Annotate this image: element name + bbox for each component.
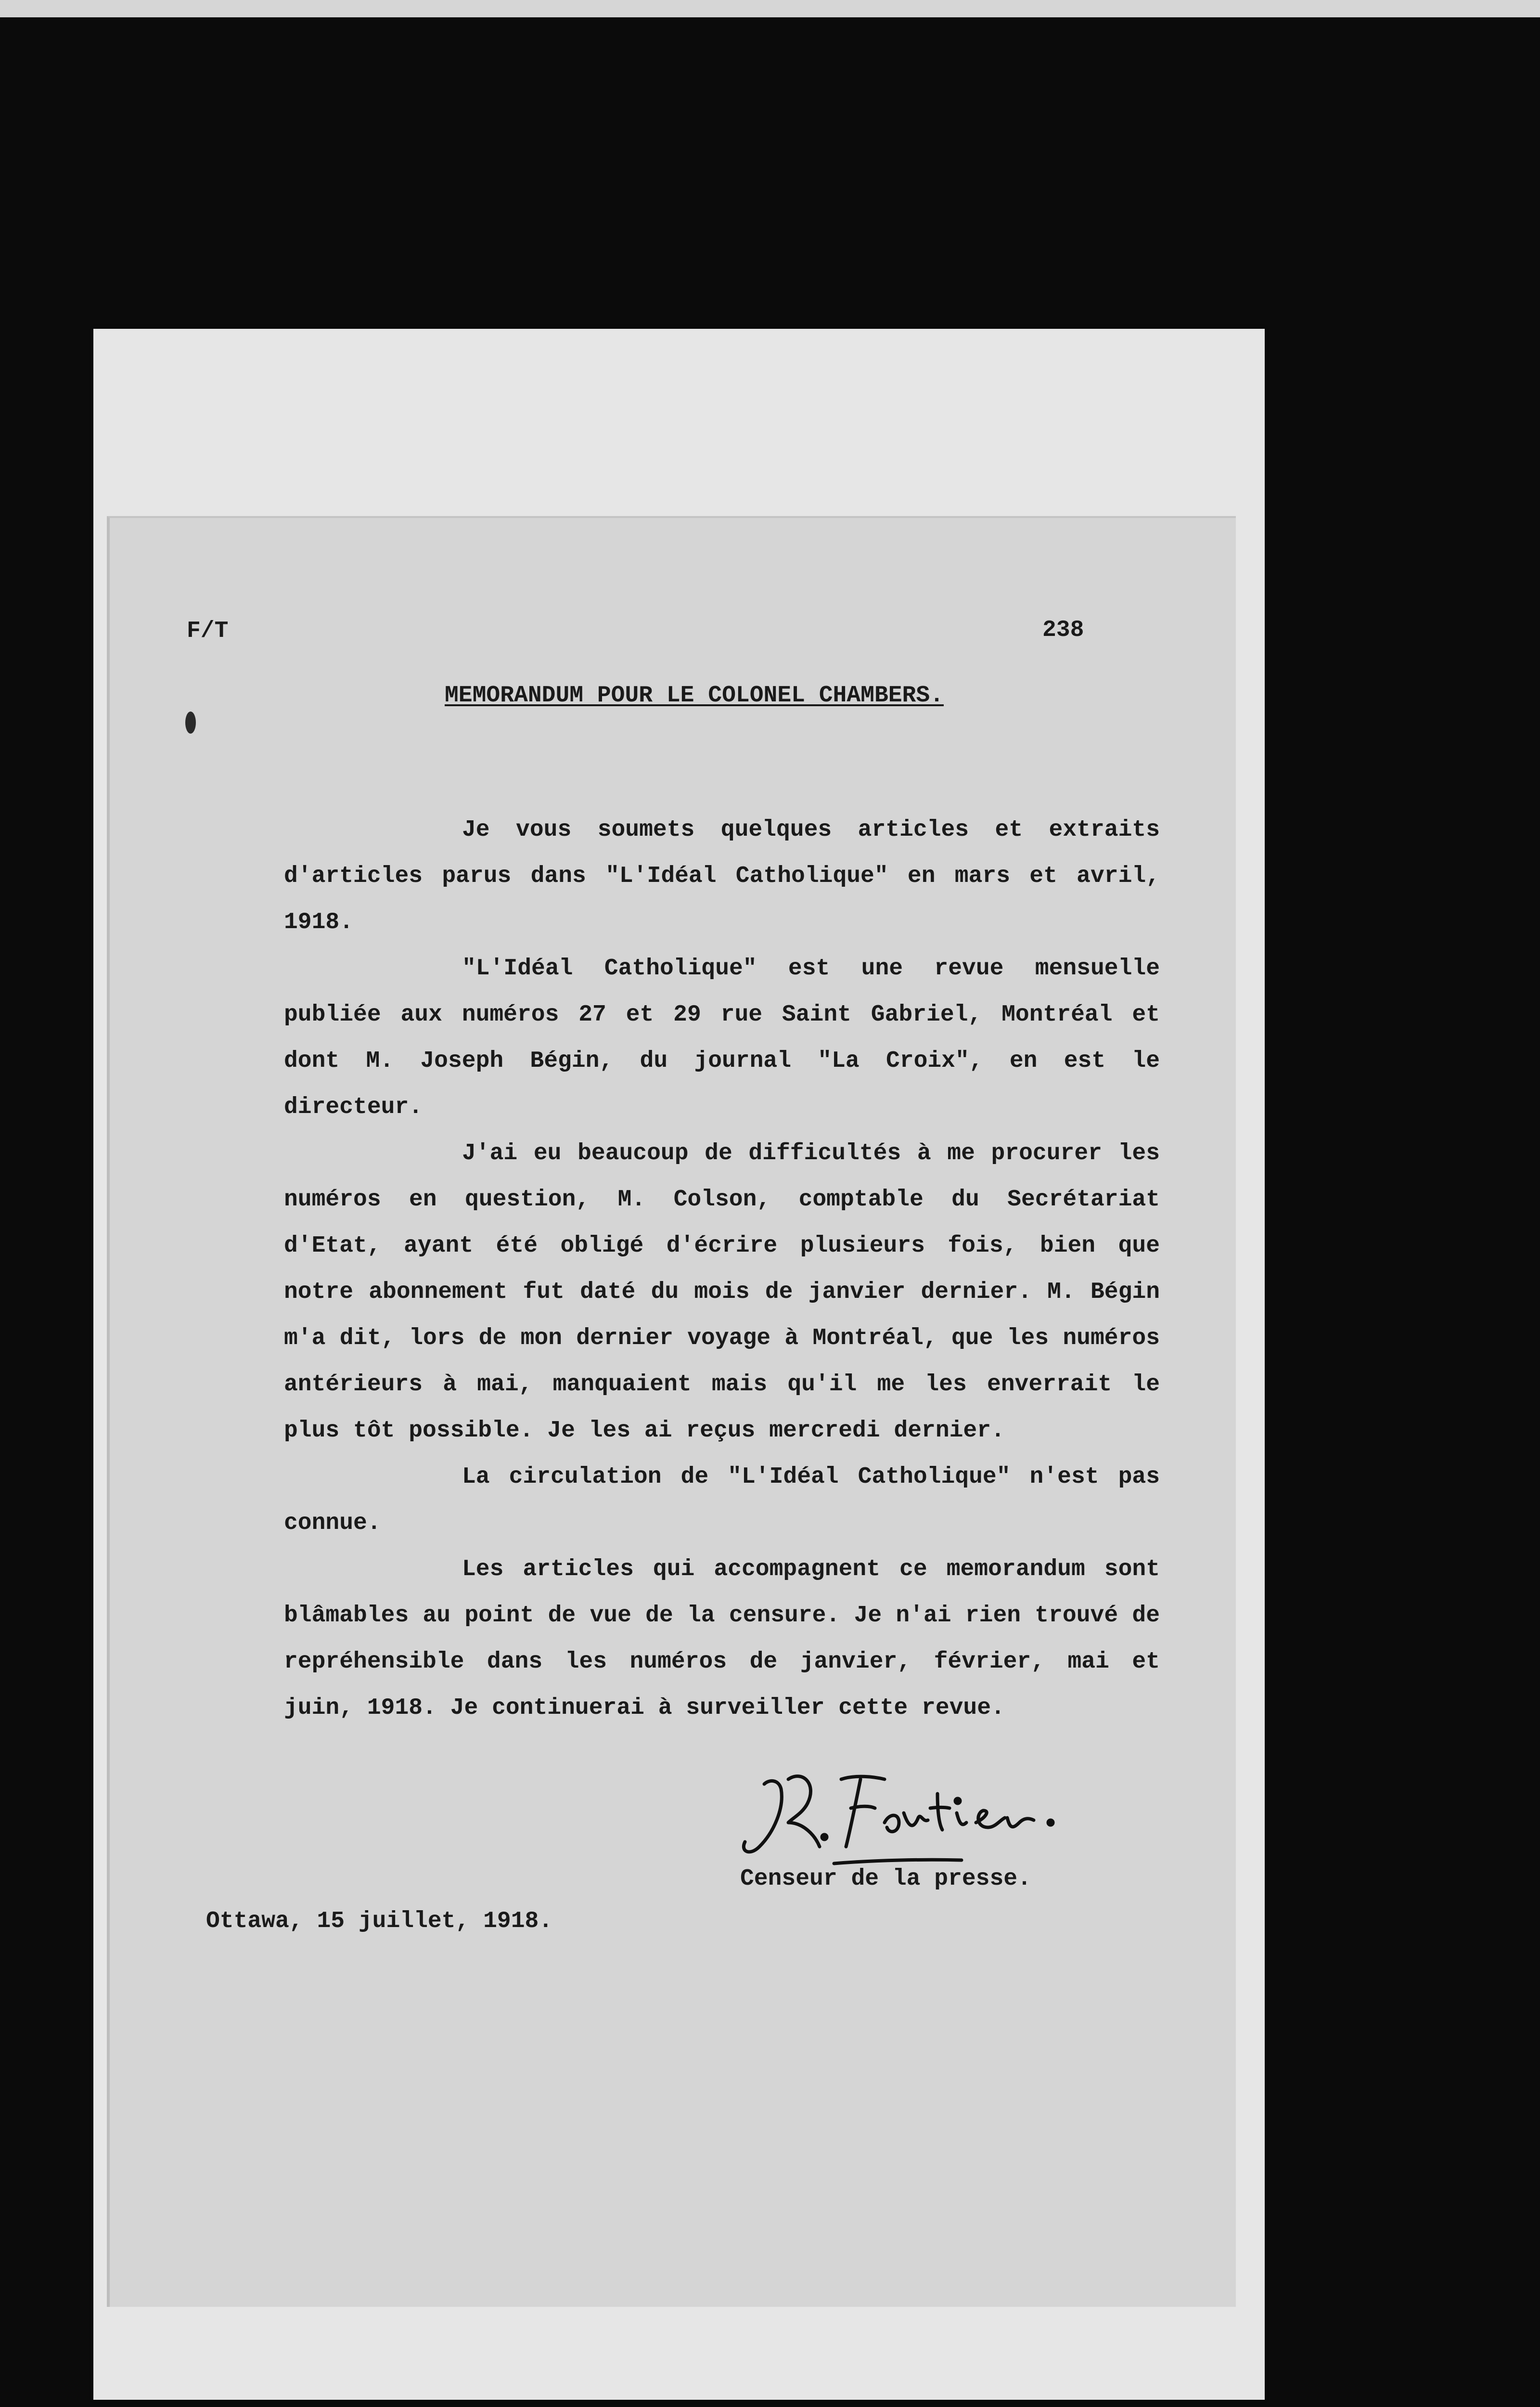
place-date: Ottawa, 15 juillet, 1918. bbox=[206, 1908, 553, 1934]
scan-top-edge bbox=[0, 0, 1540, 17]
paragraph: Je vous soumets quelques articles et extraits d'articles parus dans "L'Idéal Catholique" en mars et avril, 1918. bbox=[284, 817, 1160, 935]
memo-title: MEMORANDUM POUR LE COLONEL CHAMBERS. bbox=[445, 683, 944, 709]
punch-hole-mark bbox=[185, 712, 196, 734]
paragraph: "L'Idéal Catholique" est une revue mensuelle publiée aux numéros 27 et 29 rue Saint Gabriel, Montréal et dont M. Joseph Bégin, du journal "La Croix", en est le directeur. bbox=[284, 956, 1160, 1120]
paragraph: Les articles qui accompagnent ce memorandum sont blâmables au point de vue de la censure. Je n'ai rien trouvé de repréhensible dans les numéros de janvier, février, mai et juin, 1918. Je continuerai à surveiller cette revue. bbox=[284, 1556, 1160, 1721]
memo-body bbox=[284, 807, 1160, 1731]
page-number: 238 bbox=[1042, 617, 1084, 643]
signature-caption: Censeur de la presse. bbox=[740, 1866, 1031, 1892]
memo-page bbox=[107, 516, 1236, 2307]
paragraph: J'ai eu beaucoup de difficultés à me procurer les numéros en question, M. Colson, comptable du Secrétariat d'Etat, ayant été obligé d'écrire plusieurs fois, bien que notre abonnement fut daté du mois de janvier dernier. M. Bégin m'a dit, lors de mon dernier voyage à Montréal, que les numéros antérieurs à mai, manquaient mais qu'il me les enverrait le plus tôt possible. Je les ai reçus mercredi dernier. bbox=[284, 1140, 1160, 1444]
paragraph: La circulation de "L'Idéal Catholique" n'est pas connue. bbox=[284, 1464, 1160, 1536]
header-initials: F/T bbox=[187, 618, 229, 644]
